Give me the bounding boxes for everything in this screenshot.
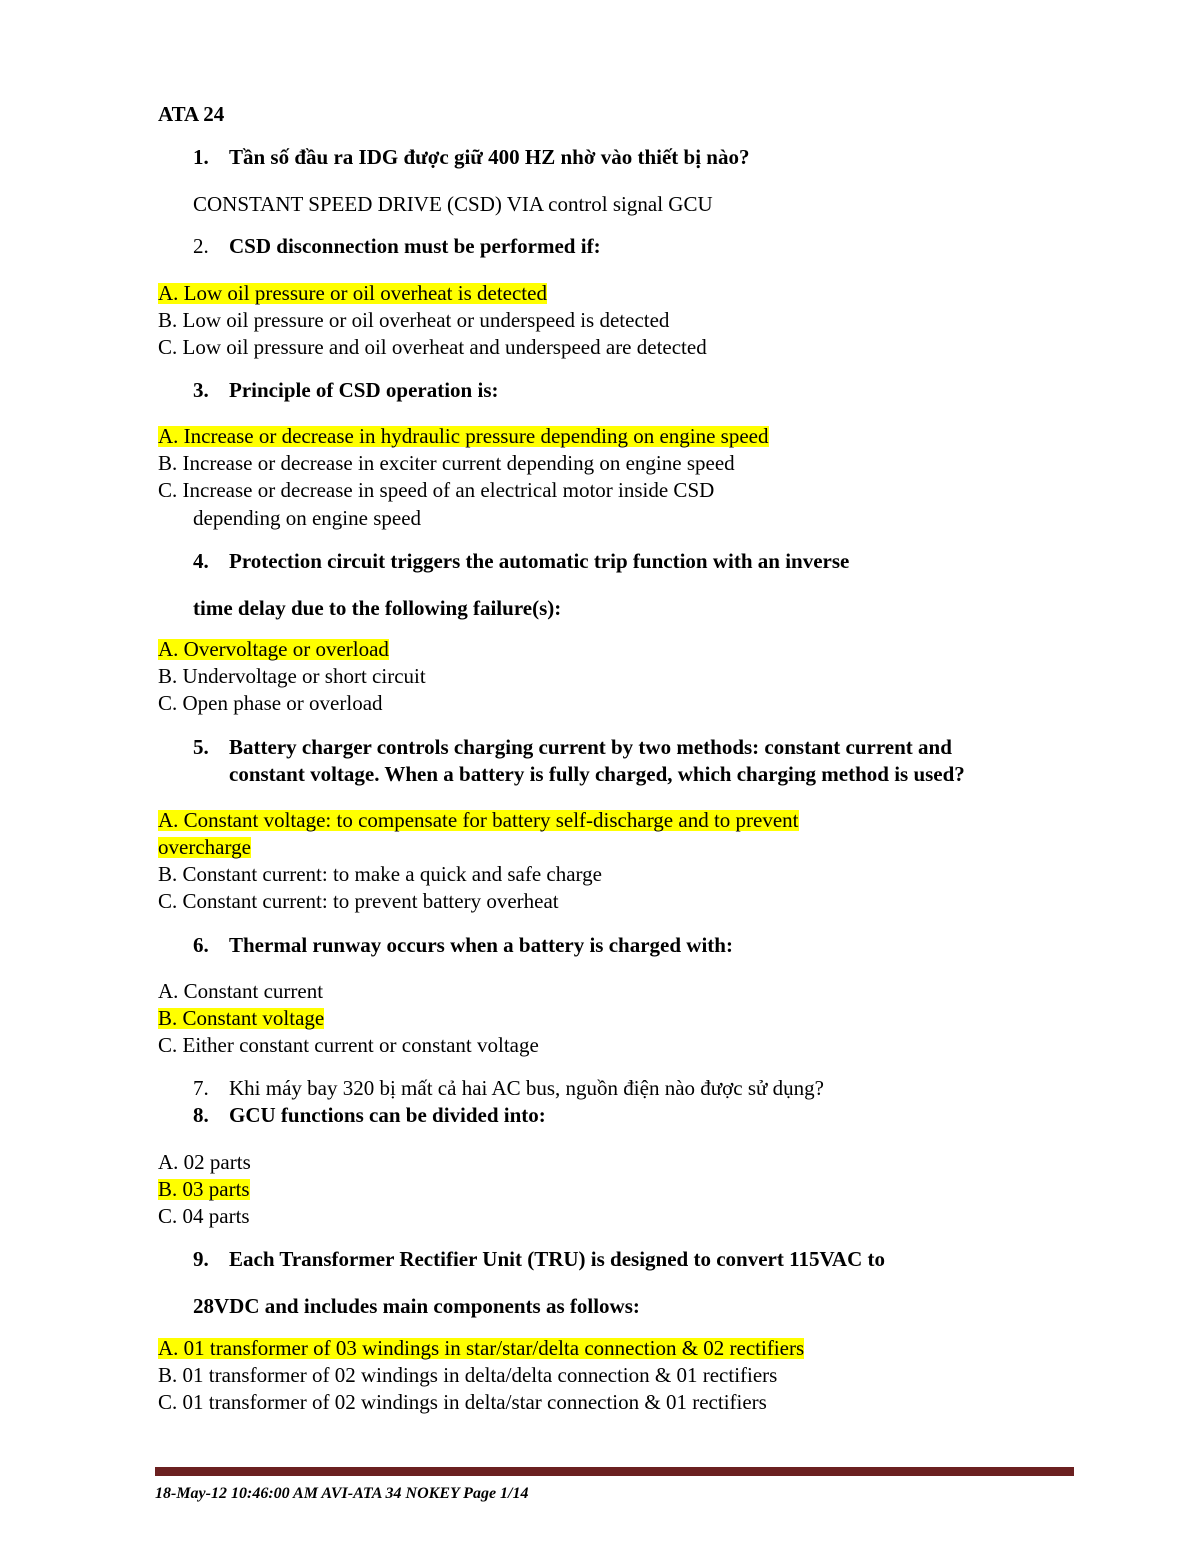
option-3c: C. Increase or decrease in speed of an electrical motor inside CSD xyxy=(158,478,715,502)
option-2a: A. Low oil pressure or oil overheat is detected xyxy=(158,281,547,305)
option-9a: A. 01 transformer of 03 windings in star/star/delta connection & 02 rectifiers xyxy=(158,1336,805,1360)
question-number: 6. xyxy=(193,933,209,957)
question-1 xyxy=(193,147,749,168)
answer-1: CONSTANT SPEED DRIVE (CSD) VIA control signal GCU xyxy=(193,192,713,216)
option-4c: C. Open phase or overload xyxy=(158,691,383,715)
option-6a: A. Constant current xyxy=(158,979,324,1003)
option-4a: A. Overvoltage or overload xyxy=(158,637,389,661)
option-6b: B. Constant voltage xyxy=(158,1006,325,1030)
question-text: Tần số đầu ra IDG được giữ 400 HZ nhờ vào thiết bị nào? xyxy=(229,145,750,169)
option-8b: B. 03 parts xyxy=(158,1177,250,1201)
option-3c-continued: depending on engine speed xyxy=(193,506,422,530)
page-title: ATA 24 xyxy=(158,102,225,126)
question-text: Battery charger controls charging current by two methods: constant current and xyxy=(229,735,952,759)
question-number: 1. xyxy=(193,145,209,169)
question-7 xyxy=(193,1078,824,1099)
question-4-continued: time delay due to the following failure(s): xyxy=(193,596,562,620)
option-2c: C. Low oil pressure and oil overheat and underspeed are detected xyxy=(158,335,707,359)
option-2b: B. Low oil pressure or oil overheat or underspeed is detected xyxy=(158,308,670,332)
question-text: Thermal runway occurs when a battery is charged with: xyxy=(229,933,733,957)
question-number: 2. xyxy=(193,234,209,258)
option-9b: B. 01 transformer of 02 windings in delta/delta connection & 01 rectifiers xyxy=(158,1363,778,1387)
question-number: 9. xyxy=(193,1247,209,1271)
question-2 xyxy=(193,236,601,257)
footer-rule xyxy=(155,1467,1074,1476)
option-3b: B. Increase or decrease in exciter current depending on engine speed xyxy=(158,451,735,475)
question-9 xyxy=(193,1249,885,1270)
question-text: GCU functions can be divided into: xyxy=(229,1103,546,1127)
question-5 xyxy=(193,737,952,758)
question-number: 8. xyxy=(193,1103,209,1127)
question-text: Khi máy bay 320 bị mất cả hai AC bus, nguồn điện nào được sử dụng? xyxy=(229,1076,824,1100)
option-8c: C. 04 parts xyxy=(158,1204,250,1228)
question-text: Each Transformer Rectifier Unit (TRU) is designed to convert 115VAC to xyxy=(229,1247,885,1271)
question-3 xyxy=(193,380,498,401)
question-number: 5. xyxy=(193,735,209,759)
option-3a: A. Increase or decrease in hydraulic pressure depending on engine speed xyxy=(158,424,769,448)
question-6 xyxy=(193,935,733,956)
option-5a: A. Constant voltage: to compensate for battery self-discharge and to prevent xyxy=(158,808,799,832)
option-5c: C. Constant current: to prevent battery overheat xyxy=(158,889,559,913)
option-5a-continued: overcharge xyxy=(158,835,251,859)
question-number: 4. xyxy=(193,549,209,573)
question-text: Principle of CSD operation is: xyxy=(229,378,499,402)
page-footer: 18-May-12 10:46:00 AM AVI-ATA 34 NOKEY Page 1/14 xyxy=(155,1485,529,1502)
question-text: CSD disconnection must be performed if: xyxy=(229,234,601,258)
question-4 xyxy=(193,551,849,572)
option-5b: B. Constant current: to make a quick and safe charge xyxy=(158,862,602,886)
question-number: 7. xyxy=(193,1076,209,1100)
option-4b: B. Undervoltage or short circuit xyxy=(158,664,426,688)
option-9c: C. 01 transformer of 02 windings in delta/star connection & 01 rectifiers xyxy=(158,1390,767,1414)
question-9-continued: 28VDC and includes main components as follows: xyxy=(193,1294,640,1318)
question-number: 3. xyxy=(193,378,209,402)
option-8a: A. 02 parts xyxy=(158,1150,251,1174)
question-5-continued: constant voltage. When a battery is fully charged, which charging method is used? xyxy=(229,762,965,786)
option-6c: C. Either constant current or constant voltage xyxy=(158,1033,539,1057)
question-text: Protection circuit triggers the automatic trip function with an inverse xyxy=(229,549,850,573)
question-8 xyxy=(193,1105,546,1126)
